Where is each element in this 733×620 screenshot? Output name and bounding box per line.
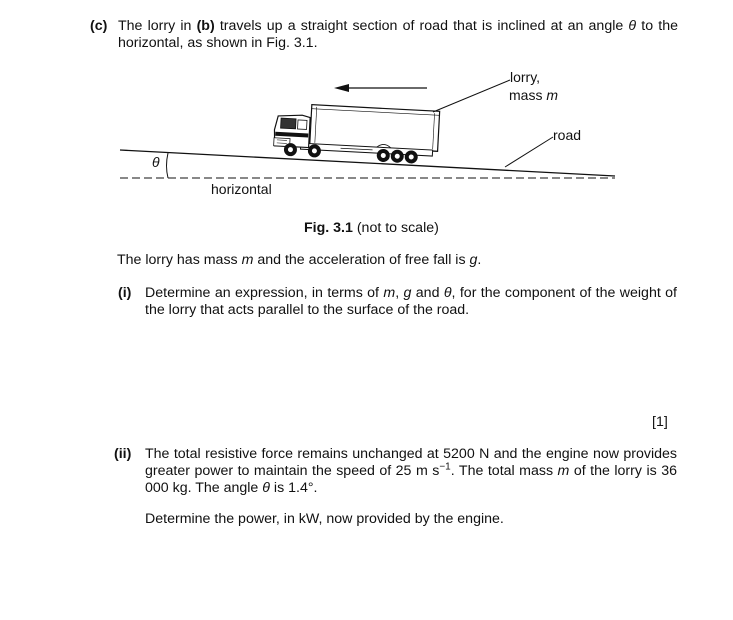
q2-task: Determine the power, in kW, now provided by the engine. <box>145 511 504 527</box>
lorry-leader-line <box>433 80 510 112</box>
q1-text: Determine an expression, in terms of m, g and θ, for the component of the weight of the lorry that acts parallel to the surface of the road. <box>145 285 677 318</box>
lorry-label: lorry, <box>510 69 541 85</box>
road-incline-line <box>120 150 615 176</box>
road-leader-line <box>505 137 553 167</box>
q1-marks: [1] <box>652 414 668 430</box>
road-label: road <box>553 127 582 143</box>
part-intro: The lorry in (b) travels up a straight section of road that is inclined at an angle θ to the horizontal, as shown in Fig. 3.1. <box>118 18 678 51</box>
figure-3-1 <box>0 0 733 215</box>
given-info: The lorry has mass m and the acceleration of free fall is g. <box>117 252 482 268</box>
figure-caption: Fig. 3.1 (not to scale) <box>304 220 439 236</box>
part-label: (c) <box>90 18 108 34</box>
q1-label: (i) <box>118 285 132 301</box>
angle-arc <box>167 153 169 178</box>
q2-label: (ii) <box>114 446 132 462</box>
q2-text: The total resistive force remains unchanged at 5200 N and the engine now provides greater power to maintain the speed of 25 m $s^{-1}$. The total mass m of the lorry is 36 000 kg. The angle θ is 1.4°. <box>145 446 677 496</box>
direction-arrow <box>334 84 427 92</box>
mass-label: mass m <box>509 87 559 103</box>
lorry-drawing <box>273 103 440 165</box>
horizontal-label: horizontal <box>211 181 272 197</box>
theta-label: θ <box>152 154 160 170</box>
